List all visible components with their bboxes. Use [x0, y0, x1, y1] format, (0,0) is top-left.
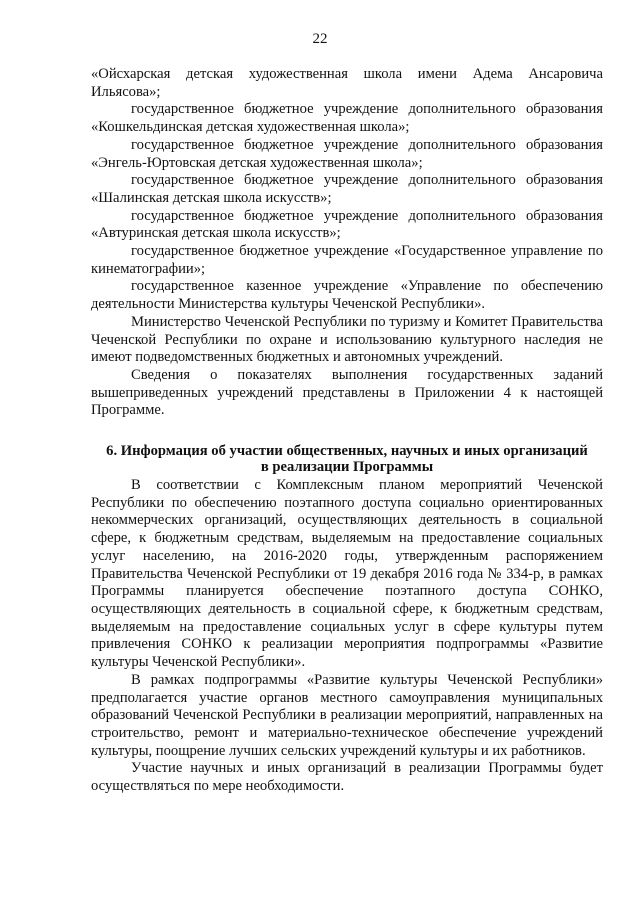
paragraph: Сведения о показателях выполнения государственных заданий вышеприведенных учреждений представлены в Приложении 4 к настоящей Программе.: [91, 366, 603, 419]
section-heading: [91, 444, 603, 475]
page-number: 22: [312, 31, 328, 47]
paragraph: «Ойсхарская детская художественная школа имени Адема Ансаровича Ильясова»;: [91, 66, 603, 100]
paragraph: государственное бюджетное учреждение дополнительного образования «Шалинская детская школа искусств»;: [91, 172, 603, 206]
paragraph: государственное бюджетное учреждение дополнительного образования «Автуринская детская школа искусств»;: [91, 207, 603, 242]
paragraph: В соответствии с Комплексным планом мероприятий Чеченской Республики по обеспечению поэтапного доступа социально ориентированных некоммерческих организаций, осуществляющих деятельность в социальной сфере, к бюджетным средствам, выделяемым на предоставление социальных услуг населению, на 2016-2020 годы, утвержденным распоряжением Правительства Чеченской Республики от 19 декабря 2016 года № 334-р, в рамках Программы планируется обеспечение поэтапного доступа СОНКО, осуществляющих деятельность в социальной сфере, к бюджетным средствам, выделяемым на предоставление социальных услуг в сфере культуры путем привлечения СОНКО к реализации мероприятия подпрограммы «Развитие культуры Чеченской Республики».: [91, 477, 603, 671]
section-heading-line: в реализации Программы: [260, 458, 434, 475]
document-body: [91, 66, 603, 796]
paragraph: государственное бюджетное учреждение дополнительного образования «Кошкельдинская детская художественная школа»;: [91, 101, 603, 136]
paragraph: Министерство Чеченской Республики по туризму и Комитет Правительства Чеченской Республики по охране и использованию культурного наследия не имеют подведомственных бюджетных и автономных учреждений.: [91, 313, 603, 366]
paragraph: государственное бюджетное учреждение «Государственное управление по кинематографии»;: [91, 243, 603, 277]
paragraph: Участие научных и иных организаций в реализации Программы будет осуществляться по мере необходимости.: [91, 760, 603, 795]
paragraph: В рамках подпрограммы «Развитие культуры Чеченской Республики» предполагается участие органов местного самоуправления муниципальных образований Чеченской Республики в реализации мероприятий, направленных на строительство, ремонт и материально-техническое обеспечение учреждений культуры, поощрение лучших сельских учреждений культуры и их работников.: [91, 671, 603, 759]
paragraph: государственное казенное учреждение «Управление по обеспечению деятельности Министерства культуры Чеченской Республики».: [91, 278, 603, 313]
paragraph: государственное бюджетное учреждение дополнительного образования «Энгель-Юртовская детская художественная школа»;: [91, 136, 603, 171]
section-heading-line: 6. Информация об участии общественных, научных и иных организаций: [106, 443, 588, 460]
